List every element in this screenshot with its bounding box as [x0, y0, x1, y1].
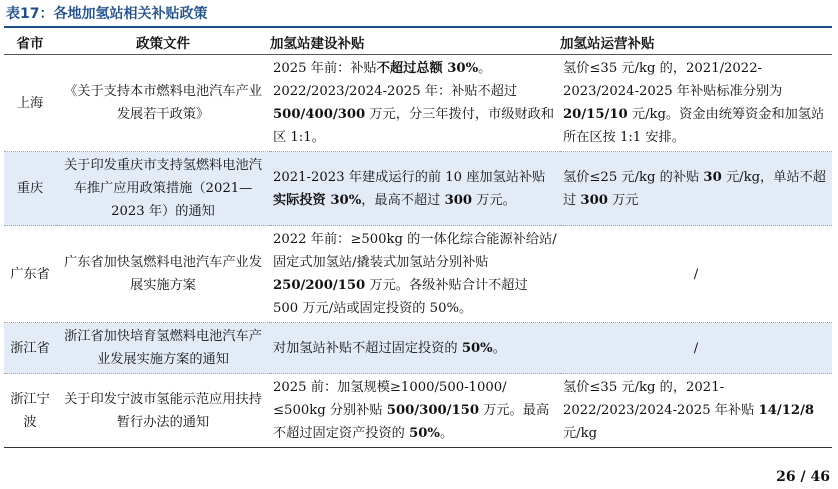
highlighted-figure: 实际投资 30%: [273, 192, 362, 208]
highlighted-figure: 不超过总额 30%: [376, 61, 479, 76]
construction-subsidy-cell: [270, 374, 560, 448]
highlighted-figure: 300: [580, 192, 608, 208]
highlighted-figure: 500/300/150: [386, 403, 480, 418]
highlighted-figure: 50%: [409, 426, 440, 441]
text-segment: 万元。: [472, 192, 516, 208]
policy-document-cell: 《关于支持本市燃料电池汽车产业发展若干政策》: [56, 55, 270, 152]
construction-subsidy-cell: [270, 55, 560, 152]
subsidy-policy-table: [4, 30, 832, 448]
highlighted-figure: 300: [444, 192, 473, 208]
construction-subsidy-cell: [270, 226, 560, 323]
table-row: [4, 226, 832, 323]
page-number: 26 / 46: [776, 469, 830, 485]
policy-document-cell: 关于印发重庆市支持氢燃料电池汽车推广应用政策措施（2021—2023 年）的通知: [56, 152, 270, 226]
text-segment: /: [693, 340, 699, 356]
text-segment: 元/kg: [563, 426, 598, 441]
header-construction-subsidy: 加氢站建设补贴: [270, 30, 560, 55]
operation-subsidy-cell: [560, 323, 832, 374]
text-segment: 元/kg。资金由统筹资金和加氢站所在区按 1:1 安排。: [563, 107, 825, 145]
text-segment: 。: [492, 340, 506, 356]
highlighted-figure: 50%: [461, 340, 493, 356]
table-row: [4, 374, 832, 448]
highlighted-figure: 14/12/8: [758, 403, 815, 418]
region-cell: 重庆: [4, 152, 56, 226]
text-segment: 2022 年前：≥500kg 的一体化综合能源补给站/固定式加氢站/撬装式加氢站分别补贴: [273, 232, 557, 270]
highlighted-figure: 30: [703, 169, 722, 185]
header-operation-subsidy: 加氢站运营补贴: [560, 30, 832, 55]
table-caption: 表17：各地加氢站相关补贴政策: [6, 6, 208, 22]
text-segment: 氢价≤35 元/kg 的，2021/2022-2023/2024-2025 年补贴标准分别为: [563, 61, 783, 99]
operation-subsidy-cell: [560, 226, 832, 323]
header-policy-document: 政策文件: [56, 30, 270, 55]
highlighted-figure: 250/200/150: [273, 278, 366, 293]
policy-document-cell: 浙江省加快培育氢燃料电池汽车产业发展实施方案的通知: [56, 323, 270, 374]
text-segment: 。: [439, 426, 454, 441]
region-cell: 广东省: [4, 226, 56, 323]
construction-subsidy-cell: [270, 152, 560, 226]
highlighted-figure: 500/400/300: [273, 107, 366, 122]
text-segment: 万元。最高不超过固定资产投资的: [273, 403, 550, 441]
highlighted-figure: 20/15/10: [563, 107, 628, 122]
region-cell: 浙江省: [4, 323, 56, 374]
text-segment: 2021-2023 年建成运行的前 10 座加氢站补贴: [273, 169, 546, 185]
operation-subsidy-cell: [560, 55, 832, 152]
header-region: 省市: [4, 30, 56, 55]
text-segment: 元/kg，单站不超过: [563, 169, 826, 208]
text-segment: 万元: [607, 192, 639, 208]
text-segment: ，最高不超过: [361, 192, 445, 208]
table-row: [4, 323, 832, 374]
table-header-row: [4, 30, 832, 55]
caption-divider: [4, 26, 832, 28]
text-segment: 2025 年前：补贴: [273, 61, 377, 76]
policy-document-cell: 关于印发宁波市氢能示范应用扶持暂行办法的通知: [56, 374, 270, 448]
construction-subsidy-cell: [270, 323, 560, 374]
operation-subsidy-cell: [560, 374, 832, 448]
policy-document-cell: 广东省加快氢燃料电池汽车产业发展实施方案: [56, 226, 270, 323]
text-segment: 。2022/2023/2024-2025 年：补贴不超过: [273, 61, 518, 99]
text-segment: /: [693, 266, 699, 282]
region-cell: 上海: [4, 55, 56, 152]
text-segment: 万元。各级补贴合计不超过 500 万元/站或固定投资的 50%。: [273, 278, 528, 316]
table-row: [4, 55, 832, 152]
region-cell: 浙江宁波: [4, 374, 56, 448]
text-segment: 万元，分三年拨付，市级财政和区 1:1。: [273, 107, 555, 145]
text-segment: 对加氢站补贴不超过固定投资的: [273, 340, 462, 356]
text-segment: 氢价≤35 元/kg 的，2021-2022/2023/2024-2025 年补贴: [563, 380, 759, 418]
table-row: [4, 152, 832, 226]
operation-subsidy-cell: [560, 152, 832, 226]
text-segment: 氢价≤25 元/kg 的补贴: [563, 169, 704, 185]
text-segment: 2025 前：加氢规模≥1000/500-1000/≤500kg 分别补贴: [273, 380, 507, 418]
